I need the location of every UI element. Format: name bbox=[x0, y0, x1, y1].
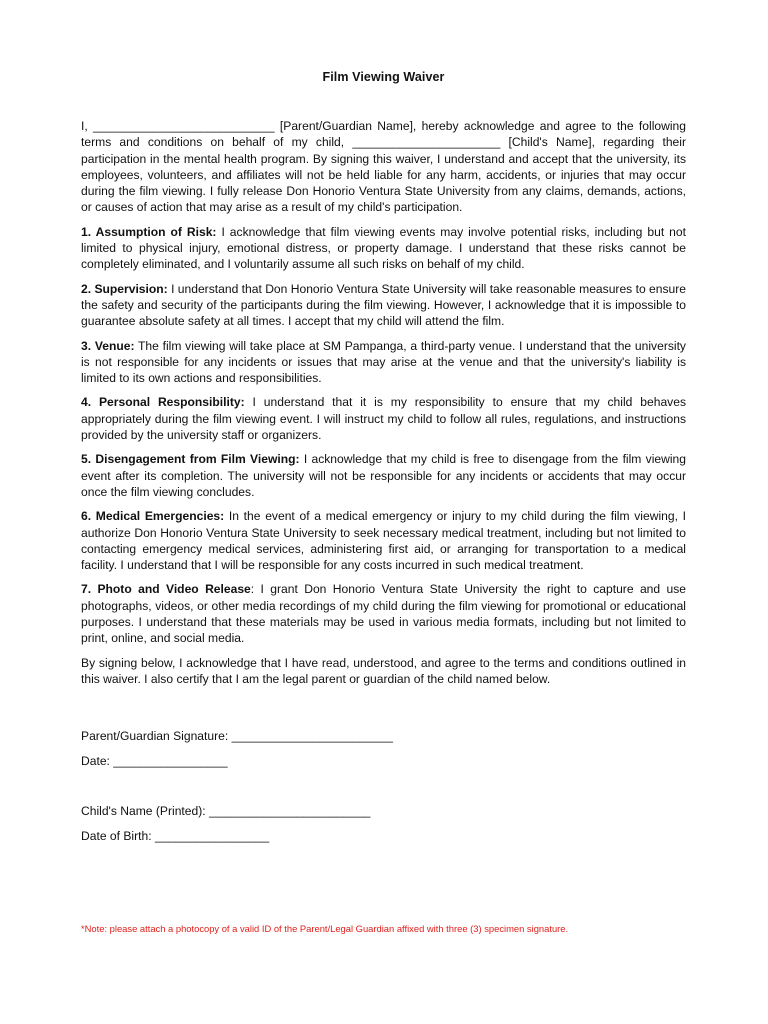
intro-paragraph: I, ___________________________ [Parent/Guardian Name], hereby acknowledge and agree to the following terms and conditions on behalf of my child, ______________________ [Child's Name], regarding their participation in the mental health program. By signing this waiver, I understand and accept that the university, its employees, volunteers, and affiliates will not be held liable for any harm, accidents, or injuries that may occur during the film viewing. I fully release Don Honorio Ventura State University from any claims, demands, actions, or causes of action that may arise as a result of my child's participation. bbox=[81, 119, 686, 215]
waiver-document bbox=[81, 70, 686, 695]
section-disengagement bbox=[81, 451, 686, 500]
section-text: I understand that Don Honorio Ventura State University will take reasonable measures to ensure the safety and security of the participants during the film viewing. However, I acknowledge that it is impossible to guarantee absolute safety at all times. I accept that my child will attend the film. bbox=[81, 281, 687, 329]
id-attachment-note: *Note: please attach a photocopy of a valid ID of the Parent/Legal Guardian affixed with three (3) specimen signature. bbox=[81, 923, 569, 934]
section-heading: 5. Disengagement from Film Viewing: bbox=[81, 452, 300, 467]
section-heading: 1. Assumption of Risk: bbox=[81, 224, 217, 239]
document-title: Film Viewing Waiver bbox=[322, 70, 445, 84]
section-personal-responsibility bbox=[81, 394, 686, 443]
section-heading: 3. Venue: bbox=[81, 338, 135, 353]
date-field[interactable]: Date: _________________ bbox=[81, 754, 228, 768]
child-name-field[interactable]: Child's Name (Printed): ________________________ bbox=[81, 804, 371, 818]
section-text: I acknowledge that my child is free to disengage from the film viewing event after its completion. The university will not be responsible for any incidents or accidents that may occur once the film viewing concludes. bbox=[81, 452, 686, 499]
date-of-birth-field[interactable]: Date of Birth: _________________ bbox=[81, 829, 270, 843]
section-heading: 6. Medical Emergencies: bbox=[81, 509, 225, 524]
section-medical-emergencies bbox=[81, 508, 686, 573]
section-text: In the event of a medical emergency or injury to my child during the film viewing, I authorize Don Honorio Ventura State University to seek necessary medical treatment, including but not limited to contacting emergency medical services, administering first aid, or arranging for transportation to a medical facility. I understand that I will be responsible for any costs incurred in such medical treatment. bbox=[81, 509, 687, 573]
section-venue bbox=[81, 338, 686, 387]
section-text: I acknowledge that film viewing events may involve potential risks, including but not limited to physical injury, emotional distress, or property damage. I understand that these risks cannot be completely eliminated, and I voluntarily assume all such risks on behalf of my child. bbox=[81, 224, 686, 272]
section-supervision bbox=[81, 281, 686, 330]
section-heading: 4. Personal Responsibility: bbox=[81, 395, 245, 410]
section-text: : I grant Don Honorio Ventura State University the right to capture and use photographs, videos, or other media recordings of my child during the film viewing for promotional or educational purposes. I understand that these materials may be used in various media formats, including but not limited to print, online, and social media. bbox=[81, 582, 686, 646]
section-heading: 2. Supervision: bbox=[81, 281, 168, 296]
closing-paragraph: By signing below, I acknowledge that I have read, understood, and agree to the terms and conditions outlined in this waiver. I also certify that I am the legal parent or guardian of the child named below. bbox=[81, 655, 686, 686]
section-text: I understand that it is my responsibility to ensure that my child behaves appropriately during the film viewing event. I will instruct my child to follow all rules, regulations, and instructions provided by the university staff or organizers. bbox=[81, 395, 686, 443]
section-photo-video-release bbox=[81, 581, 686, 646]
section-assumption-of-risk bbox=[81, 224, 686, 273]
section-text: The film viewing will take place at SM Pampanga, a third-party venue. I understand that the university is not responsible for any incidents or issues that may arise at the venue and that the university's liability is limited to its own actions and responsibilities. bbox=[81, 338, 686, 386]
section-heading: 7. Photo and Video Release bbox=[81, 582, 251, 597]
parent-signature-field[interactable]: Parent/Guardian Signature: ________________________ bbox=[81, 729, 394, 743]
